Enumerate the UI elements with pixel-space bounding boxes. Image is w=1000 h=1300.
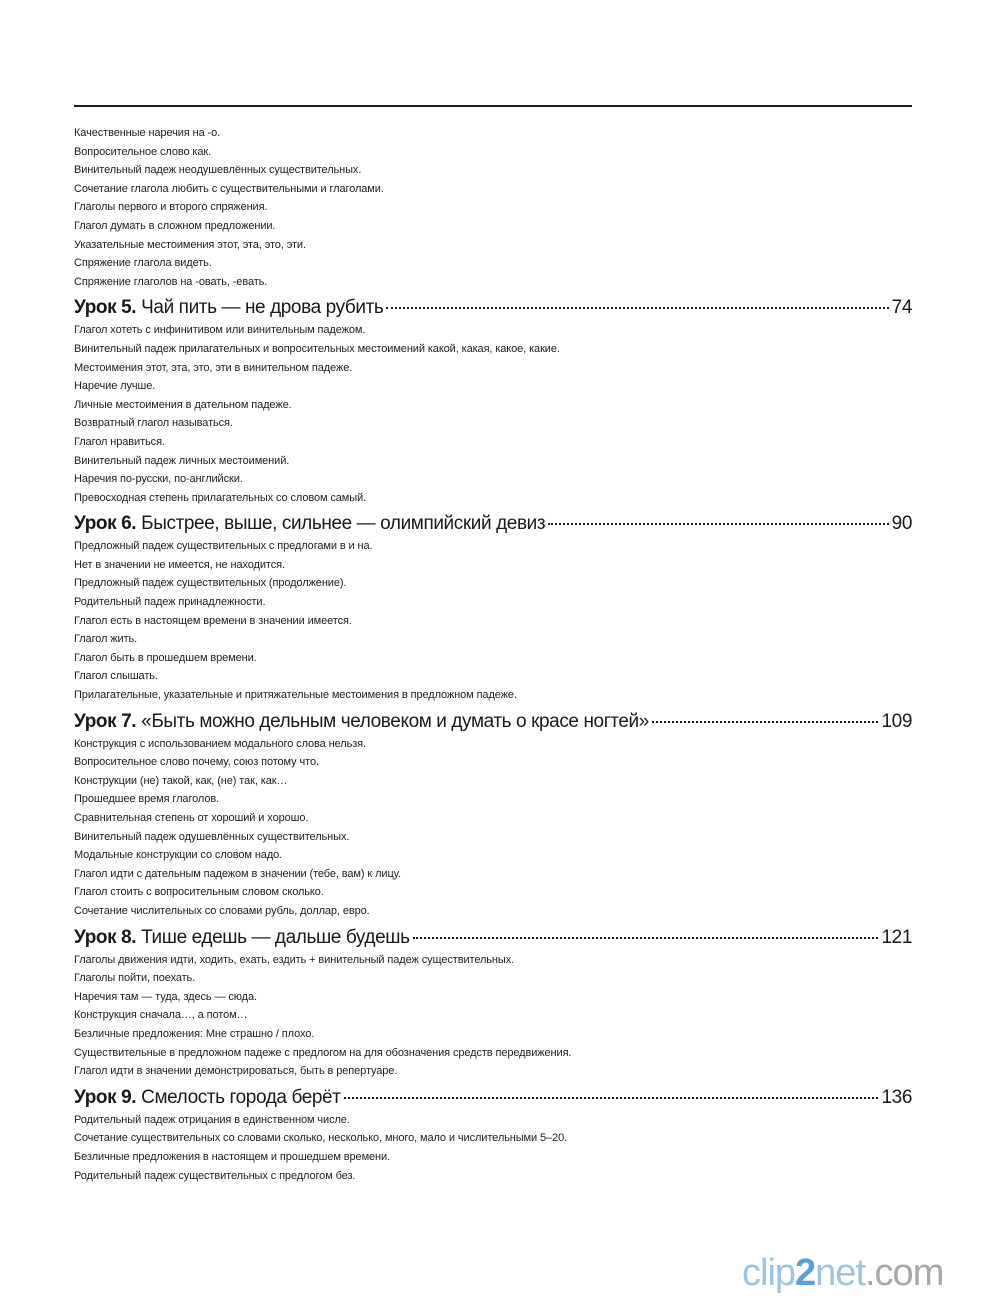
lesson-number: Урок 6. — [74, 513, 137, 535]
toc-subitem: Вопросительное слово почему, союз потому что. — [74, 756, 319, 769]
toc-subitem: Вопросительное слово как. — [74, 145, 212, 158]
toc-subitem: Нет в значении не имеется, не находится. — [74, 558, 285, 571]
page-number: 136 — [881, 1086, 912, 1108]
toc-subitem: Качественные наречия на -о. — [74, 127, 221, 139]
table-of-contents — [74, 124, 912, 1185]
watermark-part: 2 — [795, 1252, 816, 1294]
toc-subitem: Глаголы движения идти, ходить, ехать, ездить + винительный падеж существительных. — [74, 953, 515, 966]
toc-subitem: Винительный падеж одушевлённых существительных. — [74, 830, 350, 843]
toc-subitem: Глагол идти в значении демонстрироваться, быть в репертуаре. — [74, 1065, 398, 1078]
toc-subitem: Местоимения этот, эта, это, эти в винительном падеже. — [74, 361, 353, 374]
watermark-part: net — [815, 1252, 865, 1294]
toc-subitem: Возвратный глагол называться. — [74, 417, 233, 430]
toc-subitem: Конструкция сначала…, а потом… — [74, 1009, 248, 1022]
lesson-title: Чай пить — не дрова рубить — [141, 297, 384, 319]
toc-subitem: Родительный падеж принадлежности. — [74, 596, 266, 609]
lesson-title: Тише едешь — дальше будешь — [141, 926, 410, 948]
pre-lines — [74, 124, 912, 291]
toc-subitem: Предложный падеж существительных с предлогами в и на. — [74, 540, 373, 553]
toc-subitem: Глаголы первого и второго спряжения. — [74, 201, 268, 214]
clip2net-watermark — [742, 1252, 943, 1295]
watermark-part: clip — [742, 1252, 796, 1294]
toc-subitem: Конструкции (не) такой, как, (не) так, как… — [74, 774, 288, 787]
toc-subitem: Модальные конструкции со словом надо. — [74, 849, 283, 862]
toc-subitem: Глаголы пойти, поехать. — [74, 972, 196, 985]
watermark-part: .com — [865, 1252, 944, 1294]
toc-subitem: Родительный падеж существительных с предлогом без. — [74, 1169, 356, 1182]
toc-subitem: Глагол стоить с вопросительным словом сколько. — [74, 886, 324, 899]
toc-subitem: Глагол идти с дательным падежом в значении (тебе, вам) к лицу. — [74, 867, 401, 880]
lesson-number: Урок 7. — [74, 710, 137, 732]
toc-subitem: Глагол слышать. — [74, 670, 158, 683]
toc-subitem: Родительный падеж отрицания в единственном числе. — [74, 1113, 350, 1126]
page-number: 121 — [881, 926, 912, 948]
toc-subitem: Глагол есть в настоящем времени в значении имеется. — [74, 614, 352, 627]
page-number: 109 — [881, 710, 912, 732]
lesson-number: Урок 8. — [74, 926, 137, 948]
lesson-title: Смелость города берёт — [141, 1086, 341, 1108]
dot-leader — [413, 937, 879, 939]
lesson-9-heading[interactable] — [74, 1085, 912, 1111]
toc-subitem: Глагол думать в сложном предложении. — [74, 219, 276, 232]
toc-subitem: Прошедшее время глаголов. — [74, 793, 220, 806]
toc-subitem: Превосходная степень прилагательных со словом самый. — [74, 491, 367, 504]
toc-subitem: Указательные местоимения этот, эта, это, эти. — [74, 238, 306, 251]
toc-subitem: Наречия по-русски, по-английски. — [74, 473, 243, 486]
dot-leader — [652, 721, 879, 723]
dot-leader — [548, 523, 888, 525]
toc-subitem: Глагол хотеть с инфинитивом или винительным падежом. — [74, 324, 366, 337]
toc-subitem: Существительные в предложном падеже с предлогом на для обозначения средств передвижения. — [74, 1046, 572, 1059]
toc-subitem: Безличные предложения в настоящем и прошедшем времени. — [74, 1150, 391, 1163]
toc-subitem: Винительный падеж прилагательных и вопросительных местоимений какой, какая, какое, какие. — [74, 342, 560, 355]
toc-subitem: Глагол быть в прошедшем времени. — [74, 651, 257, 664]
toc-subitem: Наречия там — туда, здесь — сюда. — [74, 990, 257, 1003]
toc-subitem: Глагол жить. — [74, 633, 138, 646]
toc-subitem: Конструкция с использованием модального слова нельзя. — [74, 737, 366, 750]
toc-subitem: Сочетание существительных со словами сколько, несколько, много, мало и числительными 5–20. — [74, 1132, 568, 1145]
toc-subitem: Спряжение глаголов на -овать, -евать. — [74, 275, 268, 288]
top-rule — [74, 105, 912, 107]
dot-leader — [386, 307, 888, 309]
lesson-7-heading[interactable] — [74, 709, 912, 735]
toc-subitem: Спряжение глагола видеть. — [74, 257, 212, 270]
lesson-title: «Быть можно дельным человеком и думать о красе ногтей» — [141, 710, 649, 732]
toc-subitem: Сочетание глагола любить с существительными и глаголами. — [74, 182, 384, 195]
toc-subitem: Прилагательные, указательные и притяжательные местоимения в предложном падеже. — [74, 689, 517, 702]
toc-subitem: Сочетание числительных со словами рубль, доллар, евро. — [74, 904, 370, 917]
lesson-8-heading[interactable] — [74, 925, 912, 951]
lesson-5-heading[interactable] — [74, 295, 912, 321]
lesson-number: Урок 9. — [74, 1086, 137, 1108]
toc-subitem: Личные местоимения в дательном падеже. — [74, 398, 292, 411]
toc-subitem: Глагол нравиться. — [74, 435, 165, 448]
page-number: 74 — [891, 297, 912, 319]
toc-subitem: Наречие лучше. — [74, 380, 156, 393]
dot-leader — [344, 1097, 879, 1099]
toc-subitem: Винительный падеж неодушевлённых существительных. — [74, 164, 362, 177]
lesson-title: Быстрее, выше, сильнее — олимпийский девиз — [141, 513, 546, 535]
toc-subitem: Безличные предложения: Мне страшно / плохо. — [74, 1027, 315, 1040]
page-number: 90 — [891, 513, 912, 535]
toc-subitem: Предложный падеж существительных (продолжение). — [74, 577, 347, 590]
toc-subitem: Винительный падеж личных местоимений. — [74, 454, 290, 467]
lesson-6-heading[interactable] — [74, 511, 912, 537]
toc-subitem: Сравнительная степень от хороший и хорошо. — [74, 812, 309, 824]
lesson-number: Урок 5. — [74, 297, 137, 319]
